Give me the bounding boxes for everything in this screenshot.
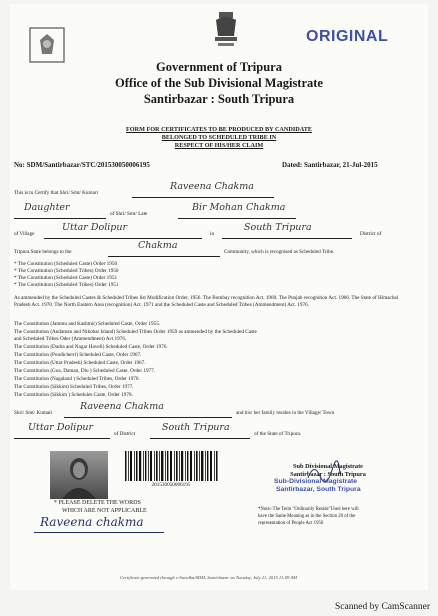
residence-state: of the State of Tripura.	[254, 431, 302, 437]
generated-footer: Certificate generated through e-Suvidha/SDM, Santirbazar on Tuesday, July 21, 2015 11:09 AM	[120, 575, 298, 580]
certificate-number: No: SDM/Santirbazar/STC/201530050006195	[14, 161, 150, 169]
note-text: have the Same Meaning as in the Section 20 of the	[258, 514, 356, 519]
form-title-line: FORM FOR CERTIFICATES TO BE PRODUCED BY CANDIDATE	[126, 126, 312, 133]
not-applicable-note: WHICH ARE NOT APPLICABLE	[62, 508, 147, 514]
form-title-line: BELONGED TO SCHEDULED TRIBE IN	[161, 134, 277, 141]
order-item: The Constitution (Sikkim ) Schedules Caste, Order 1978.	[14, 392, 133, 398]
parent-label: of Shri/ Smt/ Late	[110, 211, 148, 217]
person-photo-icon	[50, 451, 108, 499]
barcode-icon	[123, 451, 219, 481]
government-title: Government of Tripura	[156, 60, 282, 74]
in-label: in	[210, 231, 215, 237]
original-label: ORIGINAL	[306, 28, 389, 45]
order-item: The Constitution (Sikkim) Scheduled Tribes, Order 1977.	[14, 384, 134, 390]
sdm-designation: Sub Divisional Magistrate	[293, 463, 363, 470]
sdm-office: Santirbazar : South Tripura	[290, 471, 366, 478]
order-item: * The Constitution (Scheduled Tribes) Order 1950	[14, 268, 119, 274]
delete-note: * PLEASE DELETE THE WORDS	[54, 500, 141, 506]
residence-village: Uttar Dolipur	[28, 422, 94, 433]
national-emblem-icon	[210, 10, 242, 50]
amendment-text: As ammended by the Scheduled Castes & Scheduled Tribes list Modification Order, 1956. The Bombay recognition Act. 1960. The Punjab recognition Act. 1966. The State of Himachal Pradesh Act. 1970. The North Eastern Area (recognition) Act. 1971 and the Scheduled Caste and Scheduled Tribes (Ammendment) Act. 1976.	[14, 295, 399, 308]
holder-name: Raveena Chakma	[170, 181, 254, 192]
certify-prefix: This is to Certify that Shri/ Smt/ Kumari	[14, 190, 99, 196]
certificate-date: Dated: Santirbazar, 21-Jul-2015	[282, 161, 378, 169]
residence-district: South Tripura	[162, 422, 230, 433]
certificate-page	[10, 4, 428, 590]
note-text: representation of People Act 1950	[258, 521, 324, 526]
holder-signature: Raveena chakma	[40, 515, 144, 529]
community: Chakma	[138, 240, 178, 251]
order-item: The Constitution (Uttar Pradesh) Scheduled Caste, Order 1967.	[14, 360, 146, 366]
state-prefix: Tripura State belongs to the	[14, 249, 72, 255]
order-item: The Constitution (Dadra and Nagar Haveli) Scheduled Caste, Order 1976.	[14, 344, 168, 350]
village: Uttar Dolipur	[62, 222, 128, 233]
note-text: *Note:-The Term "Ordinarily Reside"Used here will	[258, 507, 359, 512]
village-label: of Village	[14, 231, 35, 237]
community-suffix: Community, which is recognised as Scheduled Tribe.	[224, 249, 335, 255]
residence-prefix: Shri/ Smt/ Kumari	[14, 410, 53, 416]
residence-suffix: and his/ her family resides in the Village/ Town	[236, 410, 335, 416]
applicant-photo	[50, 451, 108, 499]
order-item: The Constitution (Jammu and Kashmir) Scheduled Caste, Order 1955.	[14, 321, 161, 327]
barcode-number: 201530050006195	[151, 482, 191, 488]
office-location: Santirbazar : South Tripura	[143, 92, 295, 106]
district: South Tripura	[244, 222, 312, 233]
relation: Daughter	[24, 202, 70, 213]
order-item: The Constitution (Goa, Daman, Diu ) Scheduled Caste, Order 1977.	[14, 368, 156, 374]
seal-stamp-line: Sub-Divisional Magistrate	[274, 478, 358, 485]
seal-stamp-line: Santirbazar, South Tripura	[276, 486, 361, 493]
order-item: * The Constitution (Scheduled Tribes) Order 1951	[14, 282, 119, 288]
office-title: Office of the Sub Divisional Magistrate	[115, 76, 323, 90]
order-item: The Constitution (Pondicherri) Scheduled Caste, Order 1967.	[14, 352, 142, 358]
district-label: District of	[360, 231, 382, 237]
order-item: * The Constitution (Scheduled Caste) Order 1951	[14, 275, 118, 281]
form-title-line: RESPECT OF HIS/HER CLAIM	[174, 142, 264, 149]
scanner-watermark: Scanned by CamScanner	[335, 602, 430, 612]
order-item: The Constitution (Nagaland ) Scheduled Tribes, Order 1970.	[14, 376, 140, 382]
signature-scribble-icon	[306, 458, 342, 486]
residence-name: Raveena Chakma	[80, 401, 164, 412]
residence-district-label: of District	[114, 431, 136, 437]
order-item: * The Constitution (Scheduled Caste) Order 1950	[14, 261, 118, 267]
order-item: and Scheduled Tribes Oder (Ammendment) Act 1976.	[14, 336, 127, 342]
order-item: The Constitution (Andaman and Nikobar Island) Scheduled Tribes Order 1959 as ammended by the Scheduled Caste	[14, 329, 257, 335]
parent-name: Bir Mohan Chakma	[192, 202, 286, 213]
